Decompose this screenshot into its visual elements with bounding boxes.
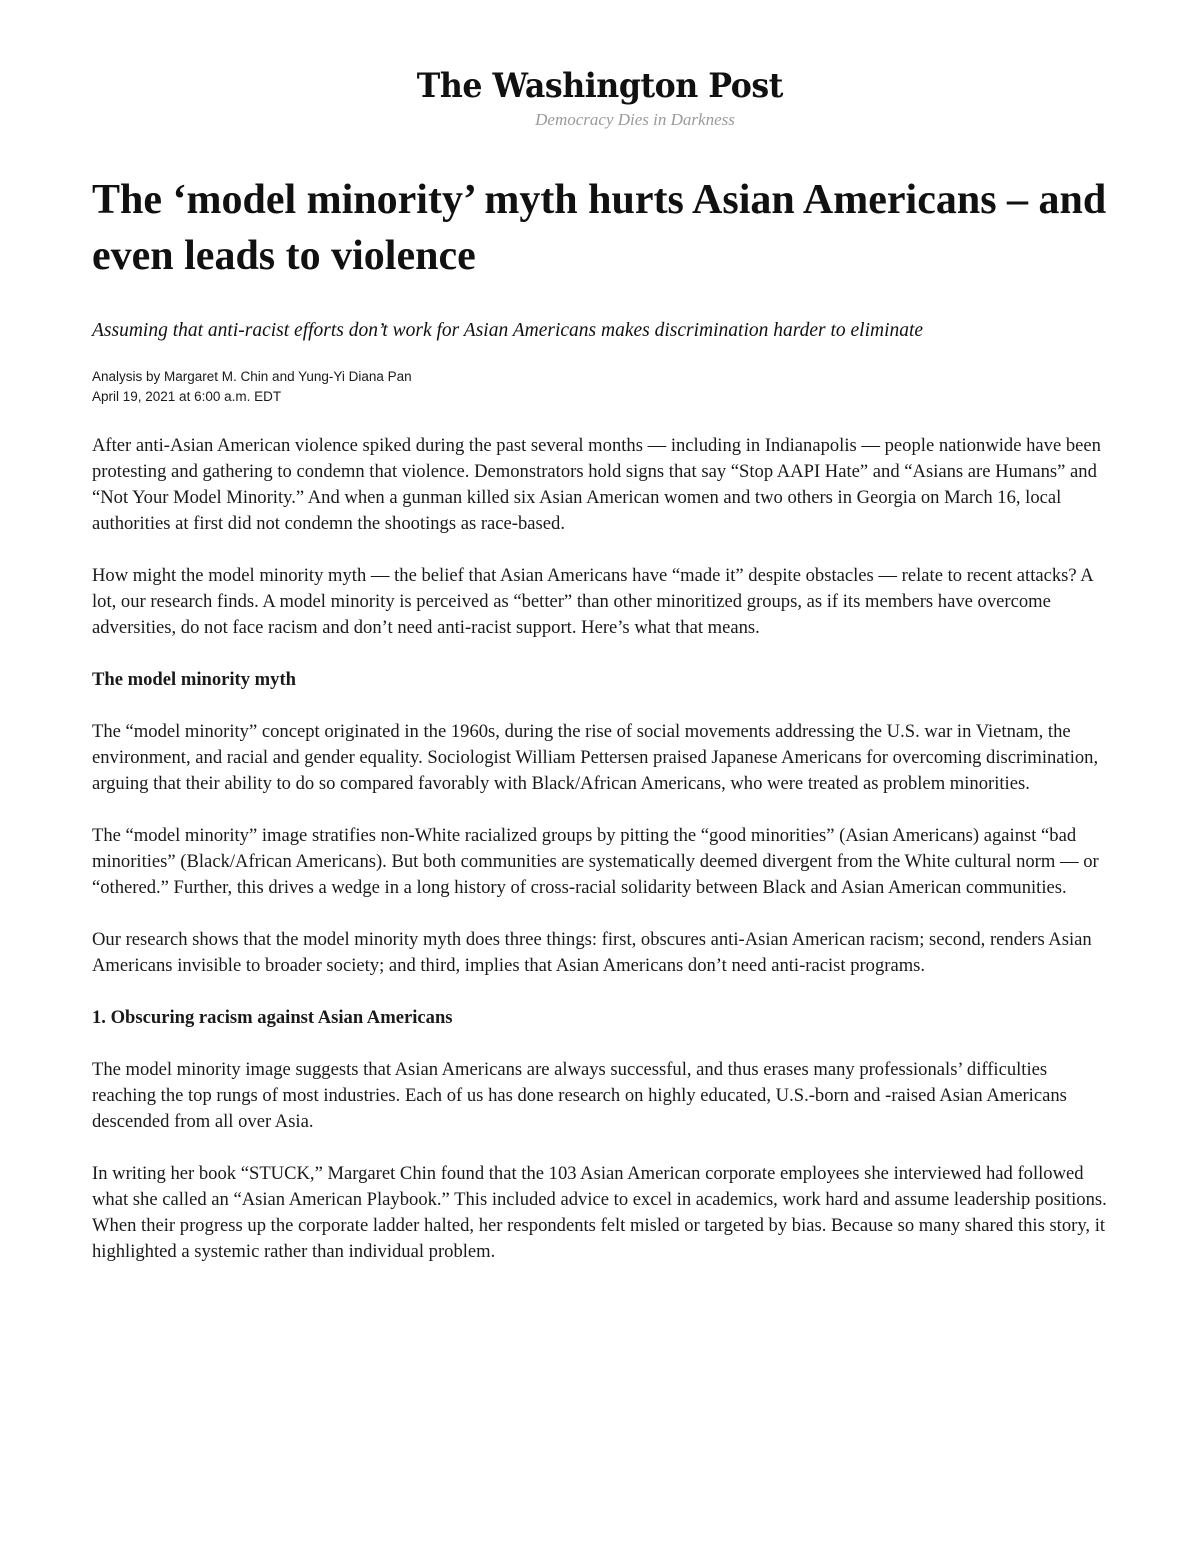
masthead-tagline: Democracy Dies in Darkness [535, 110, 735, 129]
body-paragraph: Our research shows that the model minority myth does three things: first, obscures anti-Asian American racism; second, renders Asian Americans invisible to broader society; and third, implies that Asian Americans don’t need anti-racist programs. [92, 929, 1092, 976]
article-body [92, 433, 1108, 1291]
article-dateline: April 19, 2021 at 6:00 a.m. EDT [92, 389, 282, 404]
section-subhead: 1. Obscuring racism against Asian Americans [92, 1007, 453, 1028]
body-paragraph: The “model minority” concept originated in the 1960s, during the rise of social movements addressing the U.S. war in Vietnam, the environment, and racial and gender equality. Sociologist William Pettersen praised Japanese Americans for overcoming discrimination, arguing that their ability to do so compared favorably with Black/African Americans, who were treated as problem minorities. [92, 721, 1099, 794]
section-subhead: The model minority myth [92, 669, 297, 690]
byline-authors: Analysis by Margaret M. Chin and Yung-Yi Diana Pan [92, 369, 412, 384]
body-paragraph: The model minority image suggests that Asian Americans are always successful, and thus erases many professionals’ difficulties reaching the top rungs of most industries. Each of us has done research on highly educated, U.S.-born and -raised Asian Americans descended from all over Asia. [92, 1059, 1067, 1132]
article-headline: The ‘model minority’ myth hurts Asian Americans – and even leads to violence [92, 177, 1107, 279]
washington-post-logo: The Washington Post [416, 66, 784, 106]
article-dek: Assuming that anti-racist efforts don’t work for Asian Americans makes discrimination harder to eliminate [92, 320, 924, 341]
body-paragraph: After anti-Asian American violence spiked during the past several months — including in Indianapolis — people nationwide have been protesting and gathering to condemn that violence. Demonstrators hold signs that say “Stop AAPI Hate” and “Asians are Humans” and “Not Your Model Minority.” And when a gunman killed six Asian American women and two others in Georgia on March 16, local authorities at first did not condemn the shootings as race-based. [92, 435, 1101, 534]
body-paragraph: How might the model minority myth — the belief that Asian Americans have “made it” despite obstacles — relate to recent attacks? A lot, our research finds. A model minority is perceived as “better” than other minoritized groups, as if its members have overcome adversities, do not face racism and don’t need anti-racist support. Here’s what that means. [92, 565, 1093, 638]
masthead [92, 64, 1108, 130]
body-paragraph: The “model minority” image stratifies non-White racialized groups by pitting the “good minorities” (Asian Americans) against “bad minorities” (Black/African Americans). But both communities are systematically deemed divergent from the White cultural norm — or “othered.” Further, this drives a wedge in a long history of cross-racial solidarity between Black and Asian American communities. [92, 825, 1099, 898]
byline-block [92, 367, 412, 407]
body-paragraph: In writing her book “STUCK,” Margaret Chin found that the 103 Asian American corporate employees she interviewed had followed what she called an “Asian American Playbook.” This included advice to excel in academics, work hard and assume leadership positions. When their progress up the corporate ladder halted, her respondents felt misled or targeted by bias. Because so many shared this story, it highlighted a systemic rather than individual problem. [92, 1163, 1107, 1262]
